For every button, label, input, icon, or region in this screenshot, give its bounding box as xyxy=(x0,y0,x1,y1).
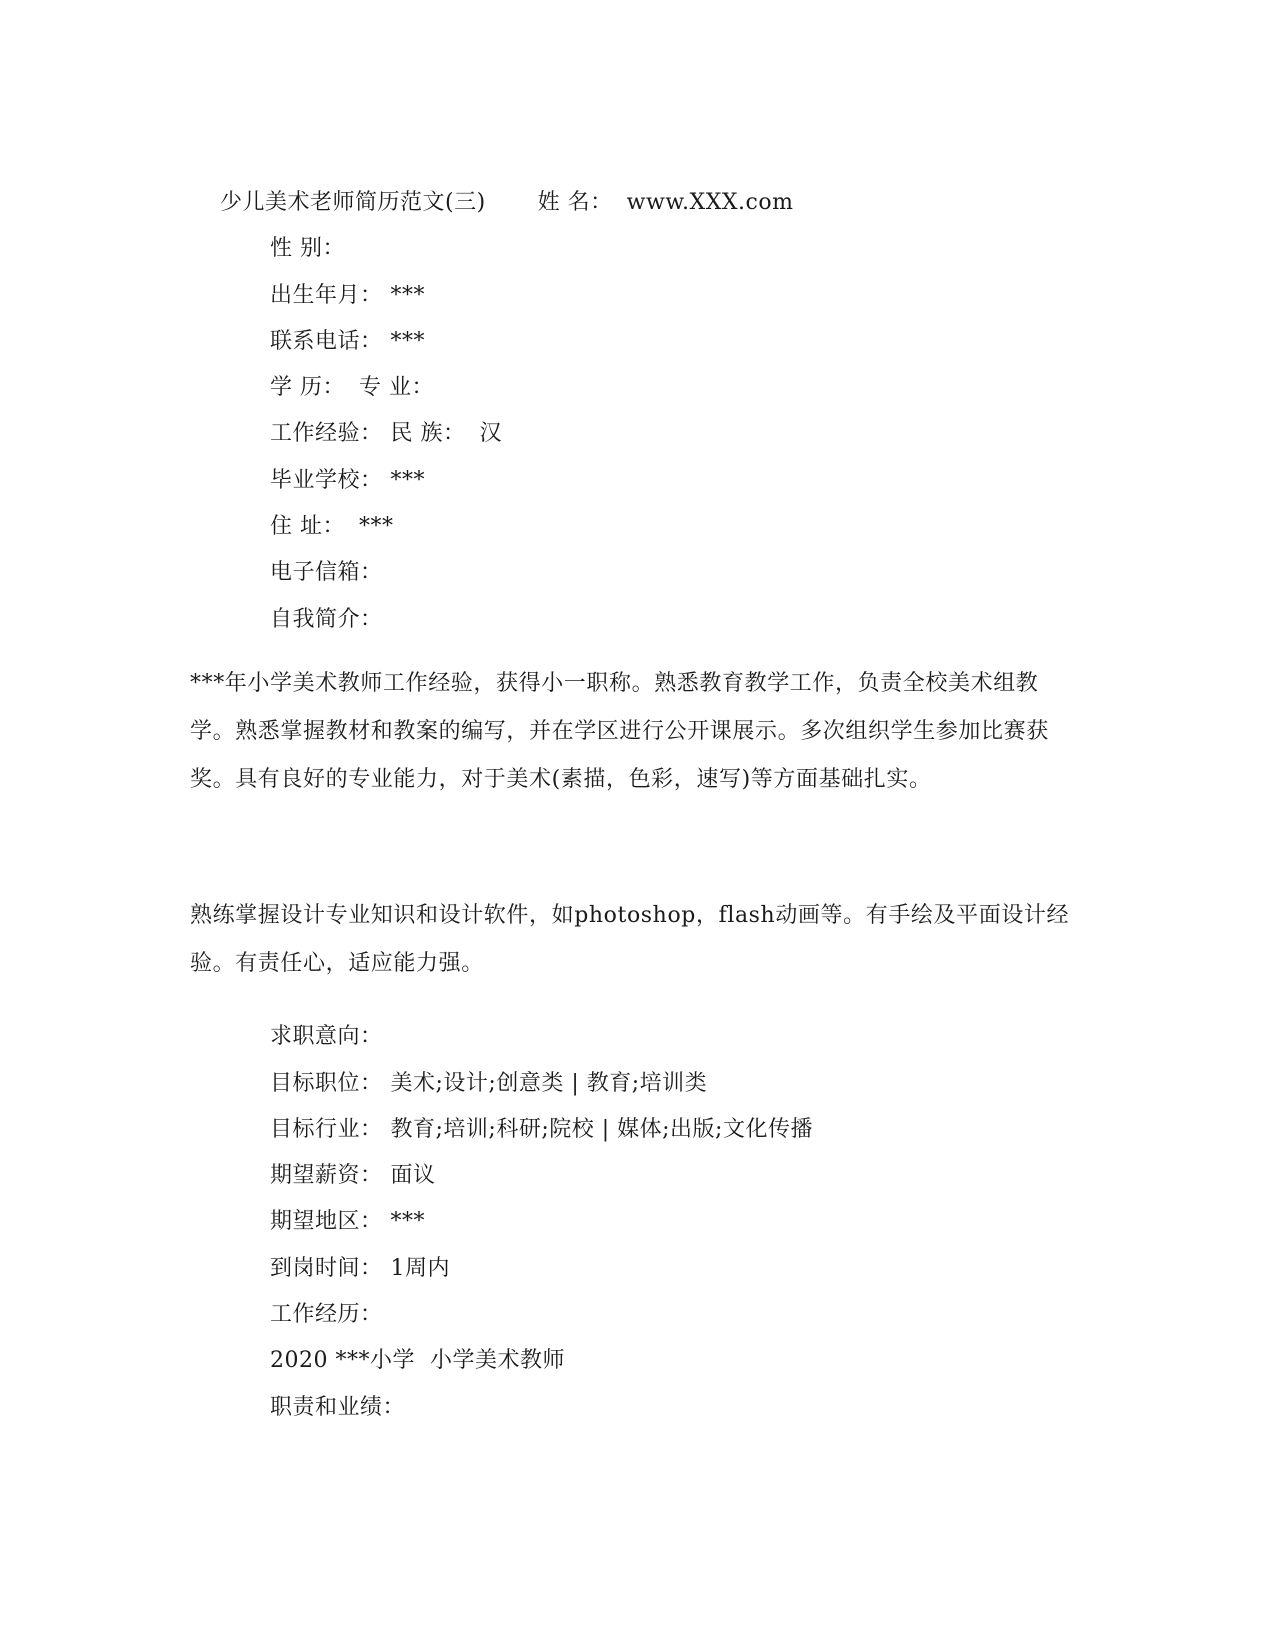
duties-row xyxy=(240,1363,405,1420)
job-intent-label: 求职意向： xyxy=(269,1024,383,1049)
school-row xyxy=(240,436,425,493)
phone-row xyxy=(240,297,425,354)
intro-paragraph-1: ***年小学美术教师工作经验，获得小一职称。熟悉教育教学工作，负责全校美术组教学。熟悉掌握教材和教案的编写，并在学区进行公开课展示。多次组织学生参加比赛获奖。具有良好的专业能力，对于美术(素描，色彩，速写)等方面基础扎实。 xyxy=(190,671,1049,792)
salary-value: 面议 xyxy=(390,1163,436,1188)
gender-row xyxy=(240,204,345,261)
gender-label: 性 别： xyxy=(269,236,345,261)
salary-label: 期望薪资： xyxy=(269,1163,383,1188)
work-history-row xyxy=(240,1270,383,1327)
name-value: www.XXX.com xyxy=(626,190,794,215)
start-time-value: 1周内 xyxy=(390,1256,450,1281)
target-position-value: 美术;设计;创意类 | 教育;培训类 xyxy=(390,1071,708,1096)
start-time-row xyxy=(240,1224,450,1281)
major-label: 专 业： xyxy=(358,375,434,400)
job-intent-row xyxy=(240,992,383,1049)
salary-row xyxy=(240,1131,436,1188)
education-row xyxy=(240,343,434,400)
ethnicity-value: 汉 xyxy=(479,421,503,446)
intro-label: 自我简介： xyxy=(269,607,383,632)
address-label: 住 址： xyxy=(269,514,345,539)
region-row xyxy=(240,1177,425,1234)
target-position-label: 目标职位： xyxy=(269,1071,383,1096)
phone-label: 联系电话： xyxy=(269,329,383,354)
school-value: *** xyxy=(390,468,425,493)
email-label: 电子信箱： xyxy=(269,560,383,585)
target-industry-label: 目标行业： xyxy=(269,1117,383,1142)
birth-row xyxy=(240,251,425,308)
address-value: *** xyxy=(358,514,394,539)
intro-label-row xyxy=(240,575,383,632)
target-industry-row xyxy=(240,1085,813,1142)
work-entry: 2020 ***小学 小学美术教师 xyxy=(269,1348,565,1373)
email-row xyxy=(240,528,383,585)
resume-title: 少儿美术老师简历范文(三) xyxy=(219,190,486,215)
birth-label: 出生年月： xyxy=(269,283,383,308)
ethnicity-label: 民 族： xyxy=(390,421,466,446)
target-position-row xyxy=(240,1039,708,1096)
name-label: 姓 名： xyxy=(537,190,613,215)
duties-label: 职责和业绩： xyxy=(269,1395,405,1420)
header-line xyxy=(190,158,794,215)
work-entry-row xyxy=(240,1316,565,1373)
intro-paragraph-2: 熟练掌握设计专业知识和设计软件，如photoshop，flash动画等。有手绘及平面设计经验。有责任心，适应能力强。 xyxy=(190,903,1070,976)
start-time-label: 到岗时间： xyxy=(269,1256,383,1281)
target-industry-value: 教育;培训;科研;院校 | 媒体;出版;文化传播 xyxy=(390,1117,813,1142)
work-history-label: 工作经历： xyxy=(269,1302,383,1327)
experience-label: 工作经验： xyxy=(269,421,383,446)
address-row xyxy=(240,482,394,539)
phone-value: *** xyxy=(390,329,425,354)
experience-row xyxy=(240,389,503,446)
region-value: *** xyxy=(390,1209,425,1234)
school-label: 毕业学校： xyxy=(269,468,383,493)
birth-value: *** xyxy=(390,283,425,308)
region-label: 期望地区： xyxy=(269,1209,383,1234)
education-label: 学 历： xyxy=(269,375,345,400)
